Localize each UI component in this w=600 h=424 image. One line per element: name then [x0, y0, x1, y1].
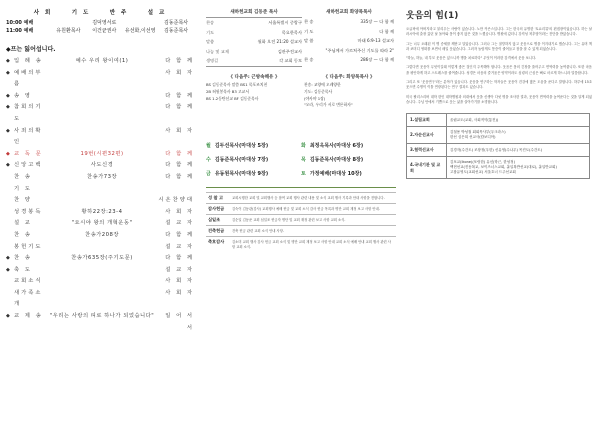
list-line: (야사야 1장): [304, 95, 326, 101]
info-value: 목요한목사: [281, 29, 302, 35]
info-row: [206, 28, 302, 38]
offering-row: [206, 237, 396, 252]
order-detail: [48, 184, 156, 196]
column-paragraph: 오글픽에 아버지라고 불리우는 사람이 있습니다. 노만 커즌스입니다. 그는 한국의 유명한 '토요리뷰'의 편집장이었습니다. 하는 날 러시아에 출장 갔던 날 돌아와 몸이 좋지 않은 것을 느꼈습니다. 병원에 갔더니 강직성 척추염이라는 진단을 받았습니다.: [406, 27, 592, 37]
header-host: 사 회: [33, 10, 53, 16]
order-name: 설 교: [14, 220, 32, 227]
offering-key: 축호감사: [206, 237, 230, 252]
header-prayer: 기 도: [71, 10, 91, 16]
order-item: [6, 149, 194, 161]
order-detail: 예수 우리 왕이여(1): [75, 58, 129, 64]
order-name: 예배의부름: [14, 69, 43, 88]
info-key: 기 도: [304, 28, 314, 34]
mission-key: 4.국내기관 및 교회: [407, 157, 447, 179]
offering-value: 건축 헌금 관련 교회 소식 안내 사항.: [230, 226, 396, 237]
day-label: 목: [301, 157, 306, 164]
order-bullet: ◆: [6, 255, 10, 262]
order-leader: 다 함 께: [165, 162, 194, 169]
info-value: 마태 6:9-13 설교자: [357, 38, 394, 44]
order-leader: 사 회 자: [165, 278, 194, 285]
info-left-title: 새하헌교회 김동준 목사: [230, 10, 278, 15]
info-row: [304, 27, 394, 37]
order-leader: 설 교 자: [165, 220, 194, 227]
order-bullet: [6, 184, 14, 196]
mission-row: [407, 127, 590, 144]
order-bullet: ◆: [6, 104, 10, 111]
info-row: [304, 46, 394, 56]
order-item: [6, 311, 194, 334]
order-item: [6, 160, 194, 172]
info-key: 말씀: [206, 39, 215, 45]
list-line: 찬송: 교양에 오레양한: [304, 81, 341, 87]
info-key: 기도: [206, 29, 215, 35]
info-value: 월화 오전 21:20 설교자: [257, 39, 302, 45]
order-detail: [48, 242, 156, 254]
next-left-title: 《 다음주: 근방속해유 》: [228, 74, 280, 80]
order-detail: [48, 276, 156, 288]
info-box-left: [206, 6, 302, 67]
list-line: 2B 허원봉목사 B3 고교서: [206, 88, 250, 94]
order-item: [6, 91, 194, 103]
order-name: 교회소식: [14, 278, 43, 285]
order-name: 신앙고백: [14, 162, 43, 169]
order-leader: 사 회 자: [165, 69, 194, 76]
order-item: [6, 276, 194, 288]
order-detail: [48, 195, 156, 207]
info-row: [304, 36, 394, 46]
info-value: 김관주전교사: [277, 48, 302, 54]
order-detail: [48, 102, 156, 125]
order-item: [6, 253, 194, 265]
info-value: 다 함 께: [379, 28, 394, 34]
order-leader: 다 함 께: [165, 231, 194, 238]
list-line: BS 1.2동탄선교 BF 김동준목사: [206, 95, 259, 101]
service-header: [24, 8, 194, 16]
order-leader: 다 함 께: [165, 150, 194, 157]
order-item: [6, 230, 194, 242]
weekly-day-right: [301, 139, 396, 153]
mission-row: [407, 144, 590, 157]
mission-table: [406, 113, 590, 179]
list-line: 기도: 김동준목사: [304, 88, 333, 94]
order-bullet: [6, 172, 14, 184]
order-bullet: [6, 288, 14, 311]
order-detail: "우리는 사랑의 띠로 하나가 되었습니다": [49, 313, 155, 320]
column-body: [406, 27, 592, 105]
order-leader: 설 교 자: [165, 243, 194, 250]
order-of-worship-panel: [0, 0, 200, 424]
offering-row: [206, 193, 396, 204]
divider: [206, 187, 396, 188]
order-name: 송 영: [14, 92, 32, 99]
offering-value: 김숙이 김동관(감사) 교회행사 예배 헌금 및 교회 소식 감사 헌금 목록과 명단 교회 재정 보고 사항 안내.: [230, 204, 396, 215]
order-item: [6, 56, 194, 68]
weekly-day-left: [206, 153, 301, 167]
order-bullet: ◆: [6, 150, 10, 157]
service-cell: [50, 19, 86, 27]
info-right-title: 새하헌교회 화양목목사: [326, 10, 372, 15]
order-leader: 설 교 자: [165, 266, 194, 273]
order-item: [6, 242, 194, 254]
weekly-devotion-schedule: [206, 139, 396, 181]
order-detail: 황하22장:23-4: [81, 208, 123, 215]
offering-table: [206, 192, 396, 251]
column-paragraph: 그리고 또 '웃음연구'라는 분야가 있습니다. 웃음을 연구하는 학자들은 웃음이 건강에 많은 도움을 준다고 말합니다. 하루에 15초 웃으면 수명이 이틀 연장된다는 연구 결과도 있습니다.: [406, 80, 592, 90]
weekly-info-panel: [200, 0, 400, 424]
order-item: [6, 218, 194, 230]
info-key: 말 씀: [304, 38, 314, 44]
service-cell: 유원환목사: [56, 28, 81, 34]
order-leader: 다 함 께: [165, 173, 194, 180]
service-time: 10:00 예배: [6, 20, 34, 26]
offering-row: [206, 226, 396, 237]
column-paragraph: "하늘, 하늘, 내 부모 웃음은 있으니까 병을 치료하다" 무엇이 이러한 감격에서 웃음 보니다.: [406, 56, 537, 61]
info-value: "주님께서 가르쳐주신 기도를 따라 2": [325, 47, 394, 53]
order-detail: 사도신경: [90, 162, 114, 169]
column-title: 웃음의 힘(1): [406, 11, 459, 21]
order-detail: 찬송가635장(주기도문): [71, 255, 133, 262]
day-leader: 가정예배(마대상 10장): [309, 171, 362, 178]
list-line: "오라, 우리가 서로 변론하자": [304, 102, 353, 108]
next-week-left: [206, 71, 302, 109]
mission-key: 2.자순선교사: [407, 127, 447, 144]
order-bullet: [6, 195, 14, 207]
info-row: [206, 37, 302, 47]
mission-row: [407, 114, 590, 127]
offering-key: 감사헌금: [206, 204, 230, 215]
column-paragraph: 그는 너무 오래된 이 병 증세를 깨닫고 알았습니다. 그러나 그는 절망하지 않고 웃음으로 병을 이겨내기로 했습니다. 그는 유머 책과 코미디 영화를 보면서 매일 웃었습니다. 그러자 놀랍게도 통증이 줄어들고 잠을 잘 수 있게 되었습니다.: [406, 41, 592, 51]
day-leader: 김동준목사(마대상 7장): [214, 157, 269, 164]
day-leader: 최정옥목사(마대상 6장): [309, 143, 364, 150]
service-row: [6, 19, 194, 27]
order-bullet: ◆: [6, 313, 10, 320]
order-name: 입 례 송: [14, 58, 43, 64]
order-name: 새가족소개: [14, 289, 43, 308]
weekly-day-left: [206, 139, 301, 153]
offering-row: [206, 215, 396, 226]
order-bullet: ◆: [6, 162, 10, 169]
order-detail: [48, 288, 156, 311]
service-cell: 김덕영서로: [92, 20, 117, 26]
weekly-row: [206, 167, 396, 181]
service-cell: [122, 19, 158, 27]
order-bullet: [6, 242, 14, 254]
day-label: 월: [206, 143, 211, 150]
order-name: 성경봉독: [14, 208, 43, 215]
order-item: [6, 172, 194, 184]
order-item: [6, 126, 194, 149]
info-value: 각 교회 동모: [279, 58, 302, 64]
list-line: BS 김동준목사 말씀 BS1 목포조치천: [206, 81, 268, 87]
service-cell: 유선화,이선영: [124, 28, 156, 34]
info-box-right: [302, 6, 394, 67]
day-label: 토: [301, 171, 306, 178]
info-row: [206, 18, 302, 28]
section-title: ◆프는 잃어섭니다.: [6, 46, 56, 53]
offering-row: [206, 204, 396, 215]
order-bullet: ◆: [6, 127, 10, 134]
order-name: 기 도: [14, 185, 32, 192]
info-key: 찬송: [206, 20, 215, 25]
order-item: [6, 68, 194, 91]
order-leader: [156, 184, 194, 196]
mission-value: 올림교도(교회, 사회적약(통진)): [447, 114, 590, 127]
info-value: 335장 — 다 함 께: [360, 19, 394, 24]
order-leader: 사 회 자: [165, 127, 194, 134]
info-row: [304, 17, 394, 27]
header-sermon: 설 교: [147, 10, 167, 16]
mission-row: [407, 157, 590, 179]
order-detail: [48, 68, 156, 91]
column-paragraph: 그렇다면 웃음이 무엇이길래 이렇게 좋은 것인지 주목해야 합니다. 웃음은 몸의 긴장을 풀어주고 면역력을 높여줍니다. 또한 마음을 평안하게 하고 스트레스를 줄여줍니다. 성경은 마음의 즐거움은 양약이라도 심령의 근심은 뼈로 마르게 하느니라 말씀합니다.: [406, 65, 592, 75]
order-bullet: ◆: [6, 92, 10, 99]
day-leader: 유동원목사(마대상 9장): [214, 171, 269, 178]
service-row: [6, 27, 194, 35]
service-time: 11:00 예배: [6, 28, 34, 34]
order-detail: 19번(시편32편): [80, 150, 124, 157]
order-leader: 다 함 께: [165, 92, 194, 99]
order-detail: [48, 265, 156, 277]
order-leader: 다 함 께: [165, 255, 194, 262]
order-leader: 시온찬양대: [158, 197, 194, 204]
mission-key: 3.협력선교사: [407, 144, 447, 157]
order-leader: 다 함 께: [165, 104, 194, 111]
order-leader: 일 어 서 서: [165, 313, 194, 331]
info-key: 생명길: [206, 58, 219, 64]
order-bullet: ◆: [6, 58, 10, 64]
order-item: [6, 288, 194, 311]
next-week-right: [302, 71, 394, 109]
order-name: 찬 양: [14, 197, 32, 204]
offering-value: 김순일 김동준 교회 십일조 헌금자 명단 및 교회 재정 관련 보고 사항 교회 소식.: [230, 215, 396, 226]
offering-value: 김소미 교회 행사 감사 헌금 교회 소식 및 명단 교회 재정 보고 사항 안내 교회 소식 예배 안내 교회 행사 관련 사항 교회 소식.: [230, 237, 396, 252]
next-right-title: 《 다음주: 화양목목사 》: [323, 74, 375, 80]
info-value: 서울특별시 중랑구: [268, 20, 302, 25]
order-item: [6, 102, 194, 125]
offering-value: 교회시행한 교회 및 교회행사 등 참여 교회 행사 관련 내용 및 소식 교회 행사 기록과 안내 사항을 전합니다.: [230, 193, 396, 204]
order-item: [6, 207, 194, 219]
service-cell: 김동준목사: [163, 20, 189, 26]
order-name: 사죄의확인: [14, 127, 43, 146]
order-item: [6, 195, 194, 207]
weekly-day-right: [301, 153, 396, 167]
order-detail: 찬송가208장: [84, 231, 120, 238]
day-label: 금: [206, 171, 211, 178]
order-leader: 다 함 께: [165, 58, 194, 64]
order-detail: [48, 126, 156, 149]
offering-key: 건축헌금: [206, 226, 230, 237]
order-item: [6, 265, 194, 277]
order-name: 찬 송: [14, 231, 32, 238]
info-value: 286장 — 다 함 께: [360, 57, 394, 63]
mission-value: 김포교(Ikone)(포랑한) 유신(학근, 한성정) 백현선교(진동복교, 보이즈너스교회, 홀일복반선교(대로), 홀일반교회) 고참유영도(교회선교) 서울흐너 드주선교회: [447, 157, 590, 179]
order-name: 참회의기도: [14, 104, 43, 122]
order-detail: "요시야 왕의 개혁운동": [71, 220, 133, 227]
weekly-day-right: [301, 167, 396, 181]
order-name: 찬 송: [14, 255, 32, 262]
offering-key: 성 찰 고: [206, 193, 230, 204]
mission-key: 1.설립교회: [407, 114, 447, 127]
weekly-row: [206, 139, 396, 153]
order-bullet: [6, 218, 14, 230]
order-leader: 사 회 자: [165, 289, 194, 296]
day-leader: 김동준목사(마대상 8장): [309, 157, 364, 164]
order-name: 봉헌기도: [14, 243, 43, 250]
service-cell: 이건균권사: [92, 28, 117, 34]
column-paragraph: 미국 팔리스리버 대학 한인 대학병원과 의대에서 웃을 신생아 다섯 명을 조사한 결과, 웃음이 면역력을 높여준다는 것을 알게 되었습니다. 주님 안에서 기쁨으로 웃는 삶을 살아가기를 소망합니다.: [406, 94, 592, 104]
weekly-day-left: [206, 167, 301, 181]
weekly-row: [206, 153, 396, 167]
info-row: [206, 47, 302, 57]
order-detail: [48, 91, 156, 103]
order-name: 축 도: [14, 266, 32, 273]
info-key: 찬 송: [304, 19, 314, 24]
day-label: 수: [206, 157, 211, 164]
order-bullet: ◆: [6, 69, 10, 76]
offering-key: 십일조: [206, 215, 230, 226]
order-name: 교 독 문: [14, 150, 43, 157]
order-detail: 찬송가73장: [86, 173, 118, 180]
info-row: [206, 56, 302, 66]
order-leader: 사 회 자: [165, 208, 194, 215]
header-accompany: 반 주: [109, 10, 129, 16]
day-label: 화: [301, 143, 306, 150]
order-bullet: [6, 276, 14, 288]
column-panel: [400, 0, 600, 424]
order-name: 찬 송: [14, 173, 32, 180]
order-item: [6, 184, 194, 196]
day-leader: 김두선목사(마대상 5장): [214, 143, 269, 150]
order-list: [6, 56, 194, 334]
info-key: 찬 송: [304, 57, 314, 63]
service-cell: 김동준목사: [163, 28, 189, 34]
info-row: [304, 55, 394, 65]
order-bullet: ◆: [6, 266, 10, 273]
info-key: 나눔 및 교제: [206, 48, 229, 54]
order-bullet: [6, 207, 14, 219]
mission-value: 김경자(수간도) 조창정(우한) 신유영(수나무) 목진도(수간도): [447, 144, 590, 157]
order-name: 교 제 송: [14, 313, 43, 320]
mission-value: 김철용 박성철 회회목사부(우크라스) 한선 심은희 선교사(캄보디아): [447, 127, 590, 144]
order-bullet: [6, 230, 14, 242]
